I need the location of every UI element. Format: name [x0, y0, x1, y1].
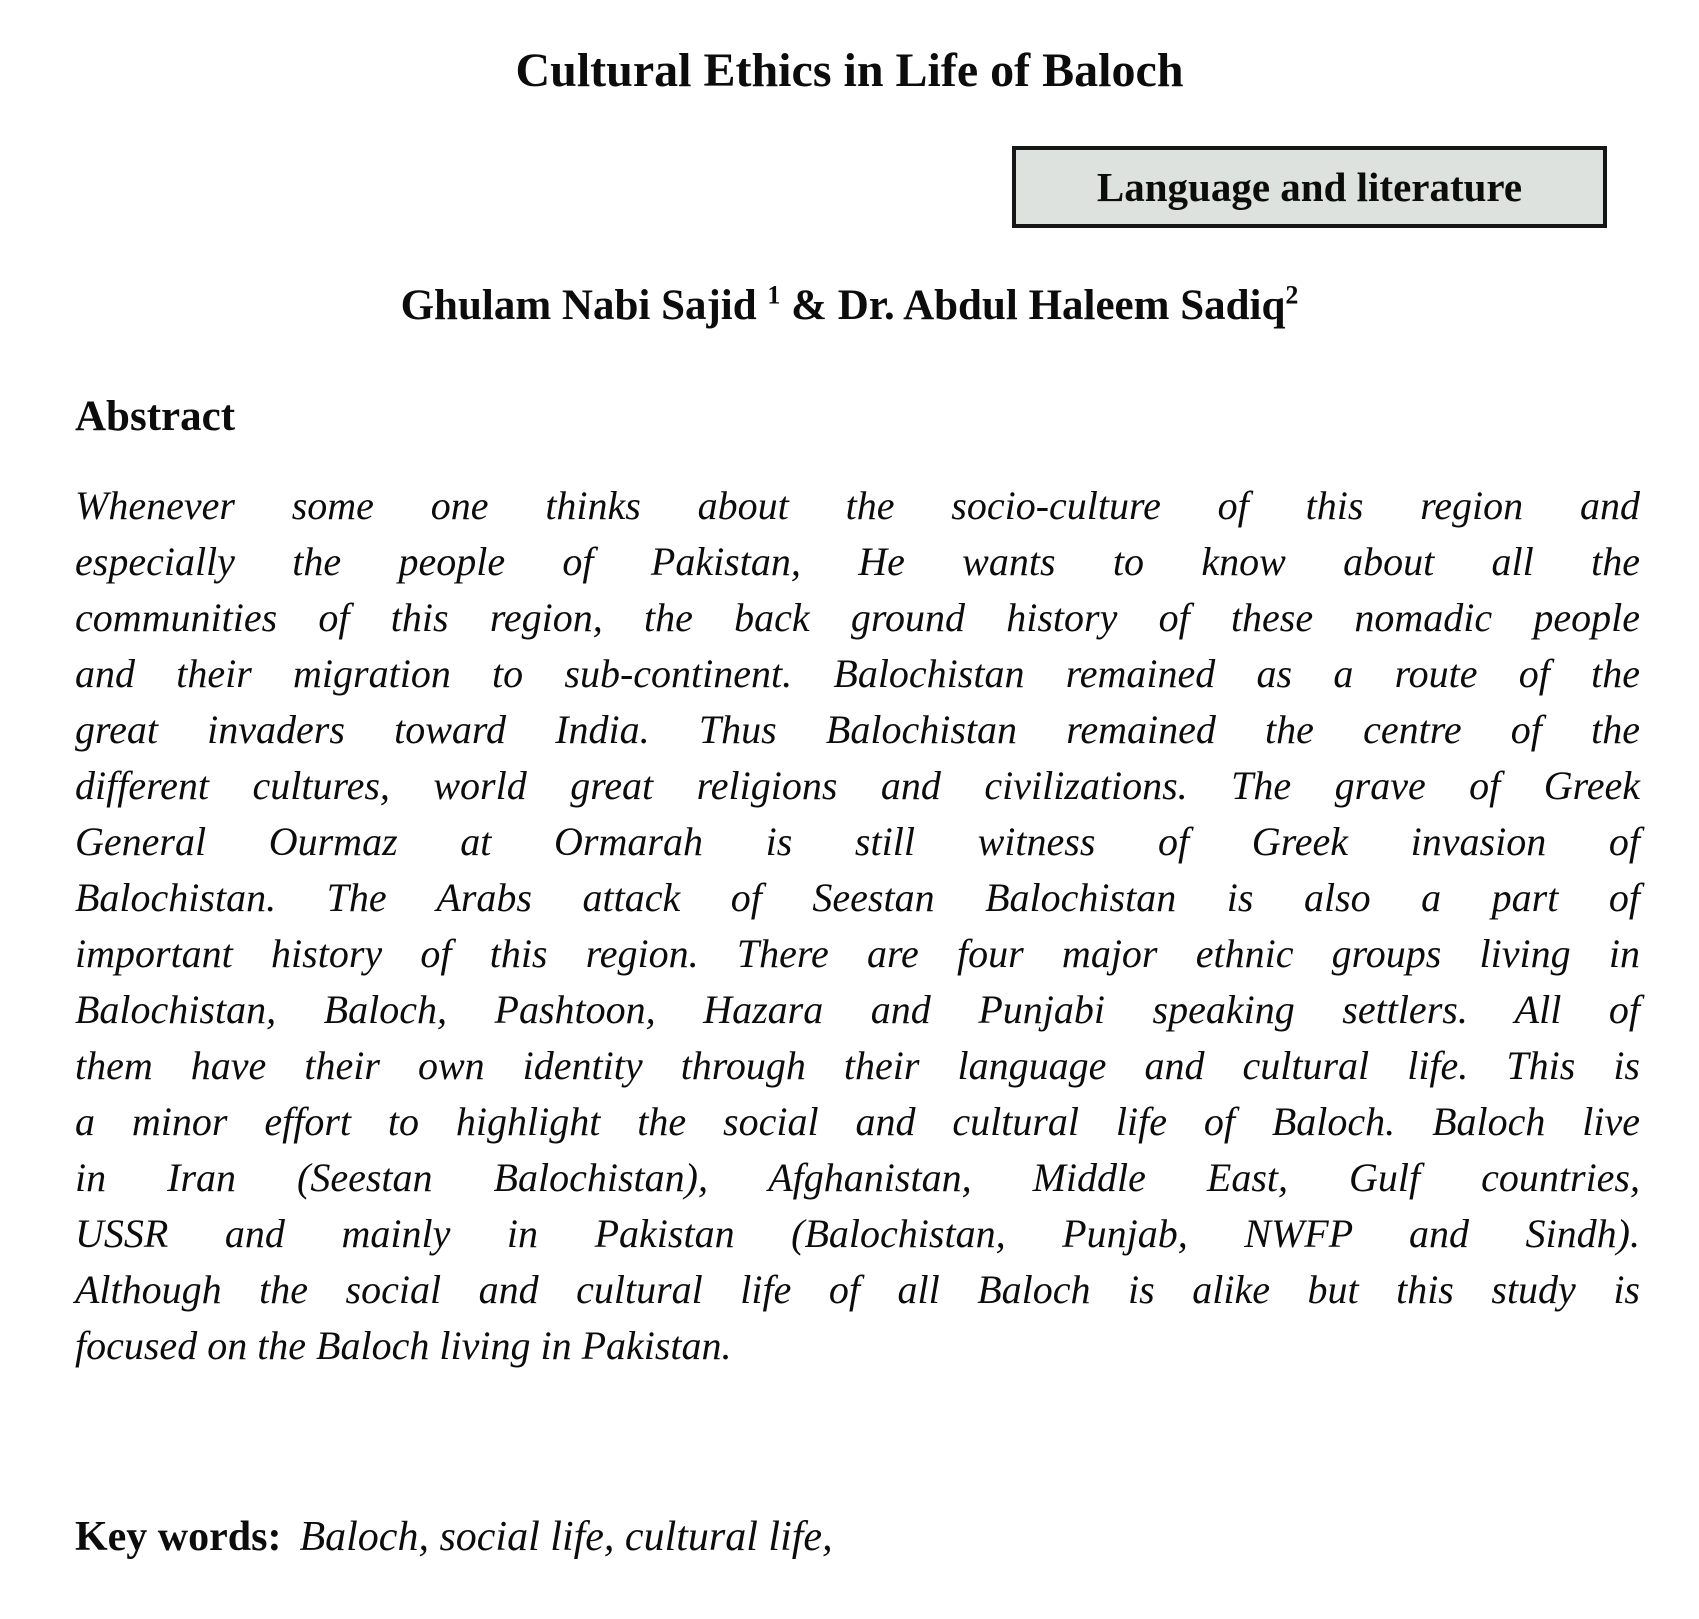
abstract-line: them have their own identity through their language and cultural life. This is — [75, 1043, 1640, 1088]
abstract-line: a minor effort to highlight the social and cultural life of Baloch. Baloch live — [75, 1099, 1640, 1144]
category-badge: Language and literature — [1012, 146, 1607, 228]
abstract-line: and their migration to sub-continent. Balochistan remained as a route of the — [75, 651, 1640, 696]
abstract-line: Although the social and cultural life of all Baloch is alike but this study is — [75, 1267, 1640, 1312]
authors-line — [0, 282, 1699, 330]
abstract-line: USSR and mainly in Pakistan (Balochistan, Punjab, NWFP and Sindh). — [75, 1211, 1640, 1256]
author-superscript-2: 2 — [1285, 280, 1299, 310]
author-name-1: Ghulam Nabi Sajid — [400, 282, 768, 329]
abstract-line: communities of this region, the back ground history of these nomadic people — [75, 595, 1640, 640]
keywords-value: Baloch, social life, cultural life, — [299, 1514, 833, 1560]
keywords-line — [75, 1512, 1640, 1562]
author-separator: & — [780, 282, 838, 329]
keywords-label: Key words: — [75, 1514, 282, 1560]
abstract-line: especially the people of Pakistan, He wants to know about all the — [75, 539, 1640, 584]
abstract-line: important history of this region. There are four major ethnic groups living in — [75, 931, 1640, 976]
author-name-2: Dr. Abdul Haleem Sadiq — [837, 282, 1286, 329]
abstract-line: different cultures, world great religions and civilizations. The grave of Greek — [75, 763, 1640, 808]
abstract-line: Balochistan. The Arabs attack of Seestan Balochistan is also a part of — [75, 875, 1640, 920]
abstract-line: in Iran (Seestan Balochistan), Afghanistan, Middle East, Gulf countries, — [75, 1155, 1640, 1200]
page-title: Cultural Ethics in Life of Baloch — [515, 44, 1184, 97]
abstract-heading: Abstract — [75, 393, 236, 440]
abstract-paragraph — [75, 478, 1640, 1374]
abstract-line: Balochistan, Baloch, Pashtoon, Hazara and Punjabi speaking settlers. All of — [75, 987, 1640, 1032]
abstract-line: focused on the Baloch living in Pakistan. — [75, 1323, 732, 1368]
abstract-line: great invaders toward India. Thus Balochistan remained the centre of the — [75, 707, 1640, 752]
author-superscript-1: 1 — [767, 280, 781, 310]
badge-row — [0, 146, 1699, 228]
abstract-line: Whenever some one thinks about the socio-culture of this region and — [75, 483, 1640, 528]
abstract-line: General Ourmaz at Ormarah is still witness of Greek invasion of — [75, 819, 1640, 864]
